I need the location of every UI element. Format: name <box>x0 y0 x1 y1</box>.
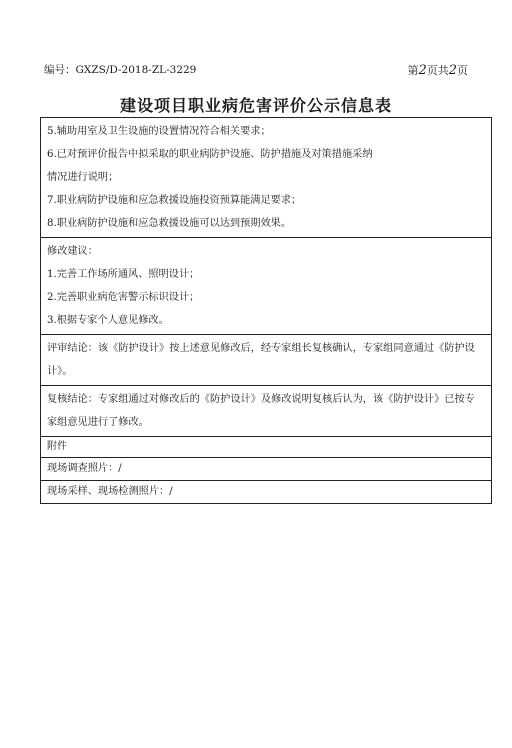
page-prefix: 第 <box>407 64 419 77</box>
page-indicator <box>407 62 468 78</box>
page-middle: 页共 <box>426 64 449 77</box>
recheck-conclusion: 复核结论：专家组通过对修改后的《防护设计》及修改说明复核后认为，该《防护设计》已按专家组意见进行了修改。 <box>47 394 475 428</box>
document-header <box>44 62 468 78</box>
suggestion-item: 3.根据专家个人意见修改。 <box>47 315 169 326</box>
document-number: 编号：GXZS/D-2018-ZL-3229 <box>44 64 197 76</box>
requirement-item: 5.辅助用室及卫生设施的设置情况符合相关要求； <box>47 126 271 137</box>
review-conclusion: 评审结论：该《防护设计》按上述意见修改后，经专家组长复核确认，专家组同意通过《防护设计》。 <box>47 343 475 377</box>
sampling-photos: 现场采样、现场检测照片：/ <box>41 480 491 503</box>
review-conclusion-section <box>41 334 491 385</box>
attachments-heading: 附件 <box>41 436 491 457</box>
recheck-conclusion-section <box>41 385 491 436</box>
suggestions-heading: 修改建议： <box>47 246 98 257</box>
document-title: 建设项目职业病危害评价公示信息表 <box>119 96 392 115</box>
requirements-section <box>41 118 491 237</box>
suggestions-section <box>41 237 491 334</box>
page-suffix: 页 <box>457 64 468 77</box>
site-survey-photos: 现场调查照片：/ <box>41 457 491 480</box>
suggestion-item: 2.完善职业病危害警示标识设计； <box>47 292 200 303</box>
suggestion-item: 1.完善工作场所通风、照明设计； <box>47 269 200 280</box>
requirement-item: 8.职业病防护设施和应急救援设施可以达到预期效果。 <box>47 218 292 229</box>
page-total: 2 <box>448 63 457 78</box>
page-current: 2 <box>418 63 427 78</box>
info-table <box>40 117 492 504</box>
requirement-item: 情况进行说明； <box>47 172 119 183</box>
requirement-item: 6.已对预评价报告中拟采取的职业病防护设施、防护措施及对策措施采纳 <box>47 149 373 160</box>
requirement-item: 7.职业病防护设施和应急救援设施投资预算能满足要求； <box>47 195 302 206</box>
